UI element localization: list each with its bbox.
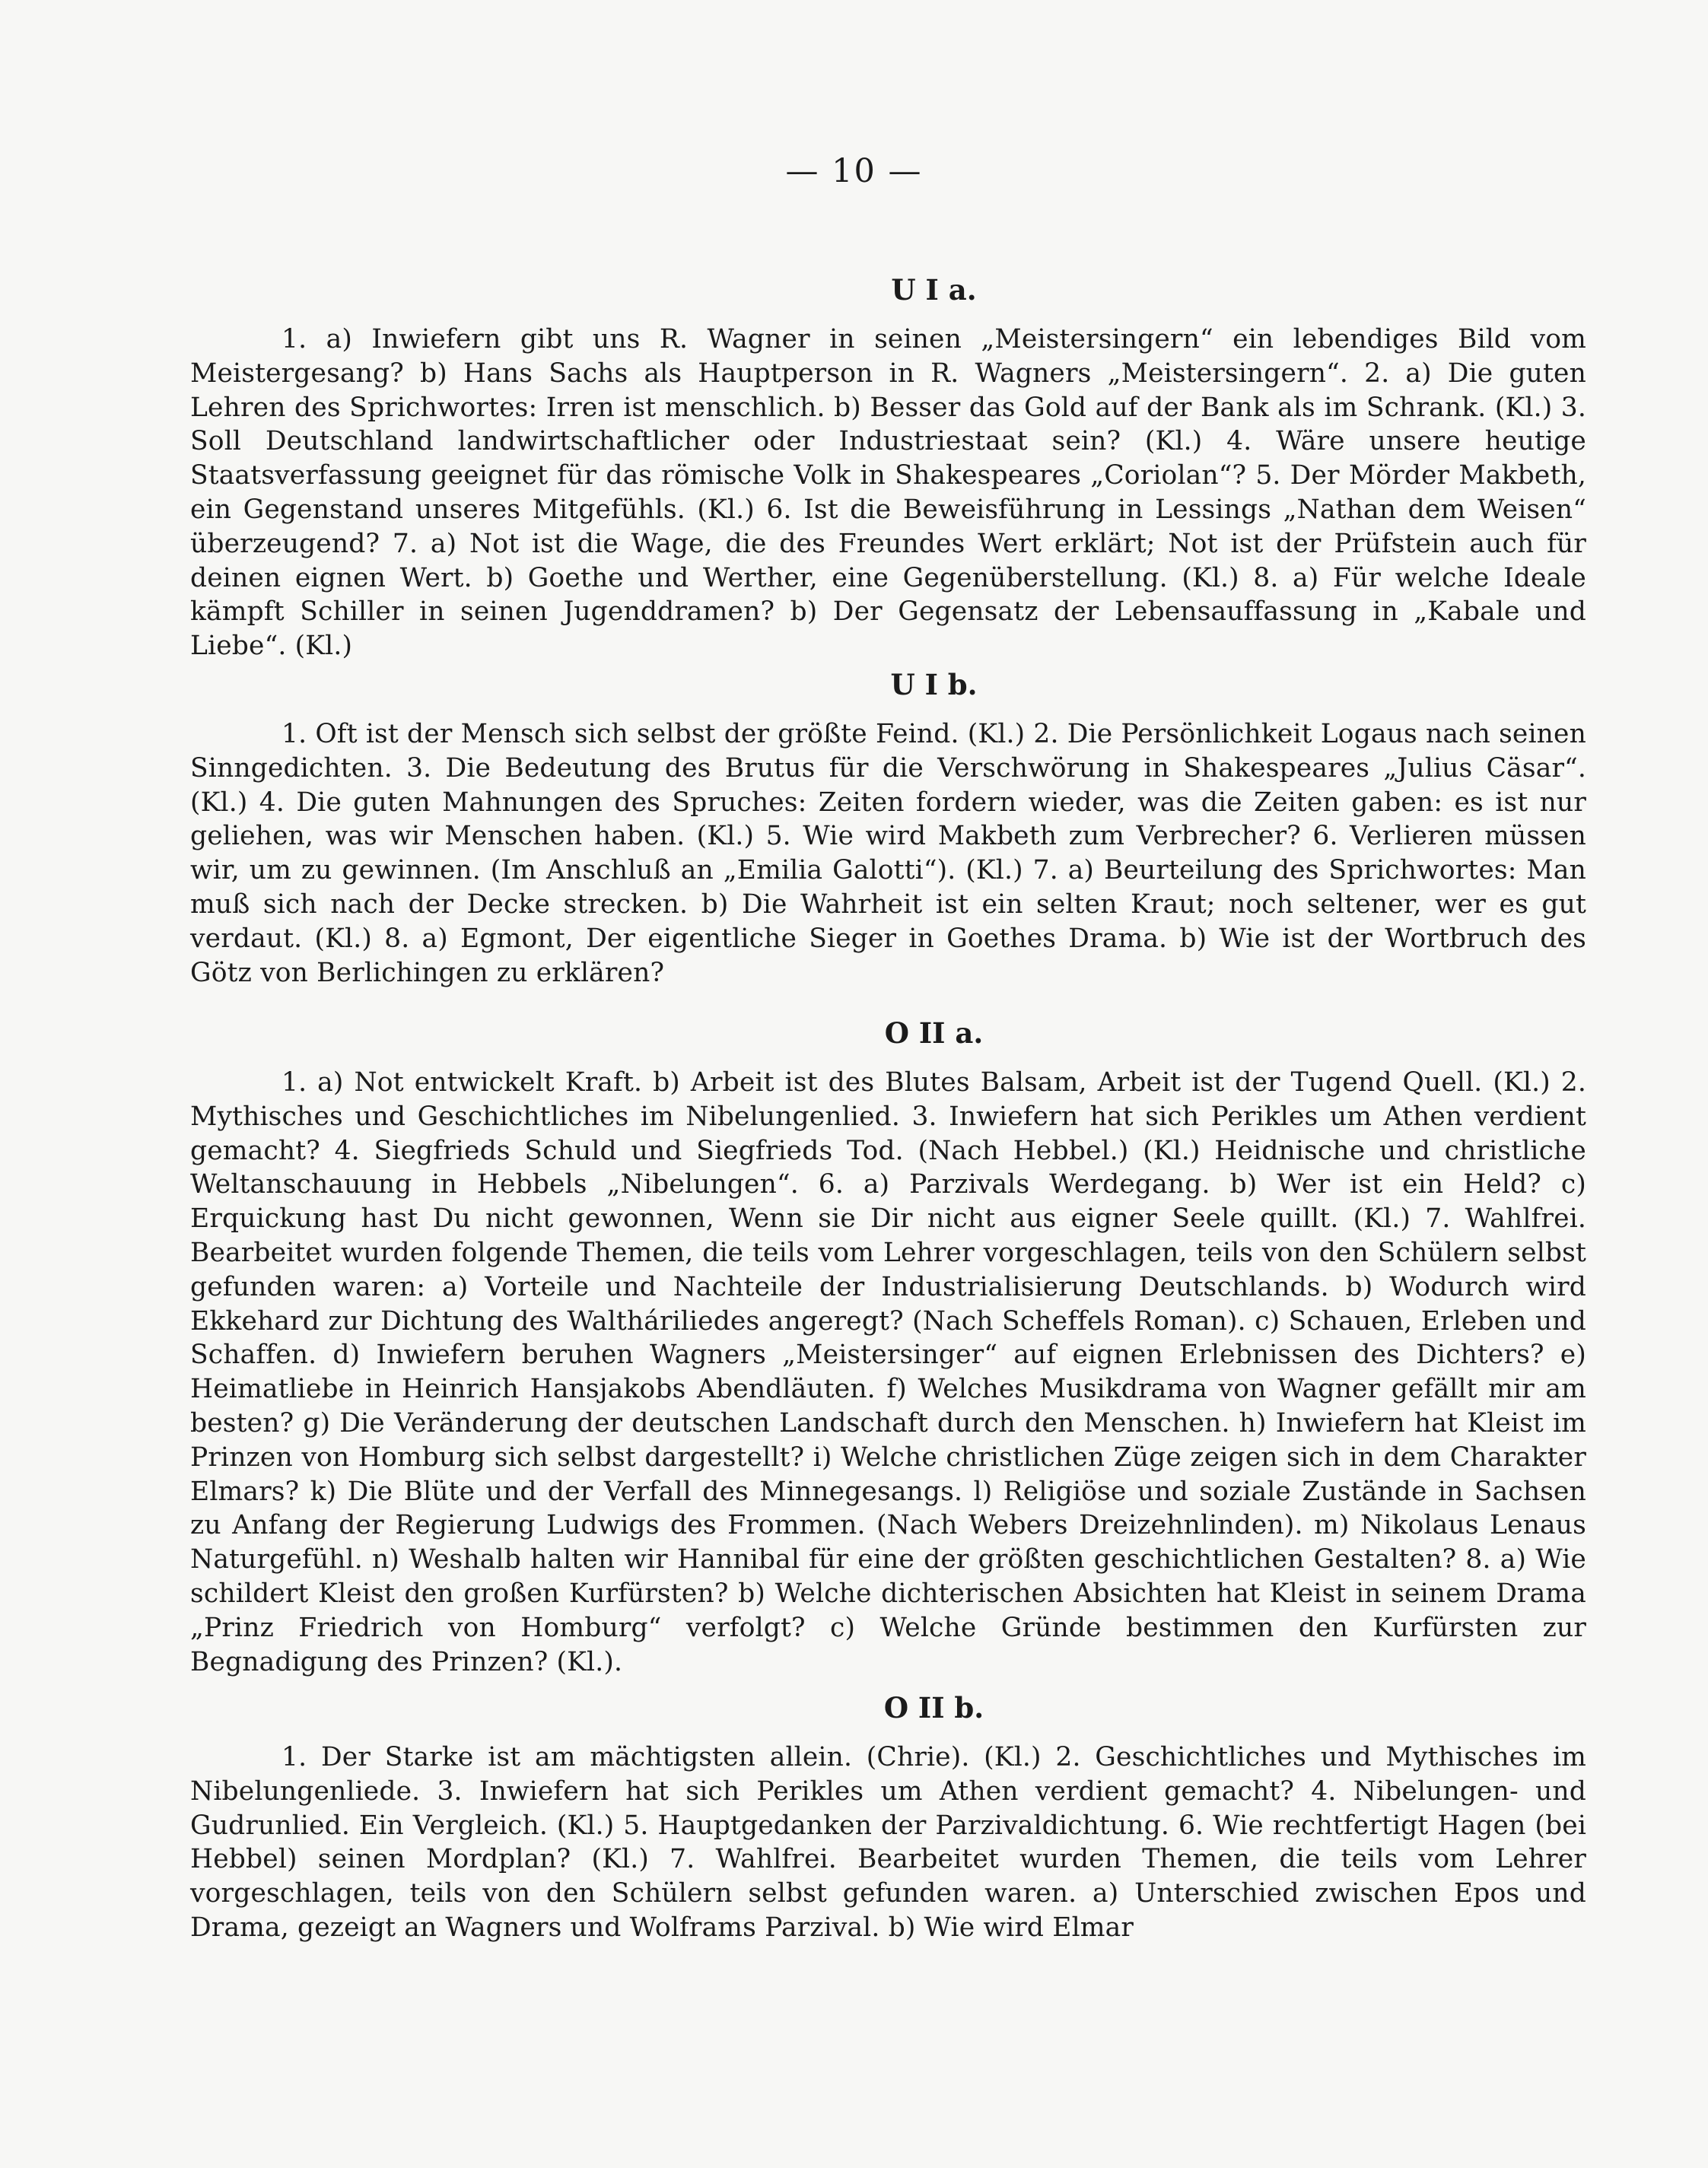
section-body: 1. Oft ist der Mensch sich selbst der größte Feind. (Kl.) 2. Die Persönlichkeit Logaus nach seinen Sinngedichten. 3. Die Bedeutung des Brutus für die Verschwörung in Shakespeares „Julius Cäsar“. (Kl.) 4. Die guten Mahnungen des Spruches: Zeiten fordern wieder, was die Zeiten gaben: es ist nur geliehen, was wir Menschen haben. (Kl.) 5. Wie wird Makbeth zum Verbrecher? 6. Verlieren müssen wir, um zu gewinnen. (Im Anschluß an „Emilia Galotti“). (Kl.) 7. a) Beurteilung des Sprichwortes: Man muß sich nach der Decke strecken. b) Die Wahrheit ist ein selten Kraut; noch seltener, wer es gut verdaut. (Kl.) 8. a) Egmont, Der eigentliche Sieger in Goethes Drama. b) Wie ist der Wortbruch des Götz von Berlichingen zu erklären? [190, 719, 1586, 988]
section-title: O II a. [884, 1016, 984, 1050]
page-number: — 10 — [785, 152, 923, 190]
section-title: U I a. [891, 273, 977, 307]
section-body: 1. a) Not entwickelt Kraft. b) Arbeit ist des Blutes Balsam, Arbeit ist der Tugend Quell. (Kl.) 2. Mythisches und Geschichtliches im Nibelungenlied. 3. Inwiefern hat sich Perikles um Athen verdient gemacht? 4. Siegfrieds Schuld und Siegfrieds Tod. (Nach Hebbel.) (Kl.) Heidnische und christliche Weltanschauung in Hebbels „Nibelungen“. 6. a) Parzivals Werdegang. b) Wer ist ein Held? c) Erquickung hast Du nicht gewonnen, Wenn sie Dir nicht aus eigner Seele quillt. (Kl.) 7. Wahlfrei. Bearbeitet wurden folgende Themen, die teils vom Lehrer vorgeschlagen, teils von den Schülern selbst gefunden waren: a) Vorteile und Nachteile der Industrialisierung Deutschlands. b) Wodurch wird Ekkehard zur Dichtung des Waltháriliedes angeregt? (Nach Scheffels Roman). c) Schauen, Erleben und Schaffen. d) Inwiefern beruhen Wagners „Meistersinger“ auf eignen Erlebnissen des Dichters? e) Heimatliebe in Heinrich Hansjakobs Abendläuten. f) Welches Musikdrama von Wagner gefällt mir am besten? g) Die Veränderung der deutschen Landschaft durch den Menschen. h) Inwiefern hat Kleist im Prinzen von Homburg sich selbst dargestellt? i) Welche christlichen Züge zeigen sich in dem Charakter Elmars? k) Die Blüte und der Verfall des Minnegesangs. l) Religiöse und soziale Zustände in Sachsen zu Anfang der Regierung Ludwigs des Frommen. (Nach Webers Dreizehnlinden). m) Nikolaus Lenaus Naturgefühl. n) Weshalb halten wir Hannibal für eine der größten geschichtlichen Gestalten? 8. a) Wie schildert Kleist den großen Kurfürsten? b) Welche dichterischen Absichten hat Kleist in seinem Drama „Prinz Friedrich von Homburg“ verfolgt? c) Welche Gründe bestimmen den Kurfürsten zur Begnadigung des Prinzen? (Kl.). [190, 1067, 1586, 1677]
section-u-i-b [190, 667, 1586, 990]
section-body: 1. Der Starke ist am mächtigsten allein. (Chrie). (Kl.) 2. Geschichtliches und Mythisches im Nibelungenliede. 3. Inwiefern hat sich Perikles um Athen verdient gemacht? 4. Nibelungen- und Gudrunlied. Ein Vergleich. (Kl.) 5. Hauptgedanken der Parzivaldichtung. 6. Wie rechtfertigt Hagen (bei Hebbel) seinen Mordplan? (Kl.) 7. Wahlfrei. Bearbeitet wurden Themen, die teils vom Lehrer vorgeschlagen, teils von den Schülern selbst gefunden waren. a) Unterschied zwischen Epos und Drama, gezeigt an Wagners und Wolframs Parzival. b) Wie wird Elmar [190, 1742, 1586, 1943]
section-o-ii-a [190, 1016, 1586, 1679]
section-body: 1. a) Inwiefern gibt uns R. Wagner in seinen „Meistersingern“ ein lebendiges Bild vom Meistergesang? b) Hans Sachs als Hauptperson in R. Wagners „Meistersingern“. 2. a) Die guten Lehren des Sprichwortes: Irren ist menschlich. b) Besser das Gold auf der Bank als im Schrank. (Kl.) 3. Soll Deutschland landwirtschaftlicher oder Industriestaat sein? (Kl.) 4. Wäre unsere heutige Staatsverfassung geeignet für das römische Volk in Shakespeares „Coriolan“? 5. Der Mörder Makbeth, ein Gegenstand unseres Mitgefühls. (Kl.) 6. Ist die Beweisführung in Lessings „Nathan dem Weisen“ überzeugend? 7. a) Not ist die Wage, die des Freundes Wert erklärt; Not ist der Prüfstein auch für deinen eignen Wert. b) Goethe und Werther, eine Gegenüberstellung. (Kl.) 8. a) Für welche Ideale kämpft Schiller in seinen Jugenddramen? b) Der Gegensatz der Lebensauffassung in „Kabale und Liebe“. (Kl.) [190, 324, 1586, 662]
section-o-ii-b [190, 1690, 1586, 1945]
section-u-i-a [190, 272, 1586, 663]
section-title: O II b. [883, 1691, 984, 1725]
section-title: U I b. [890, 668, 978, 701]
